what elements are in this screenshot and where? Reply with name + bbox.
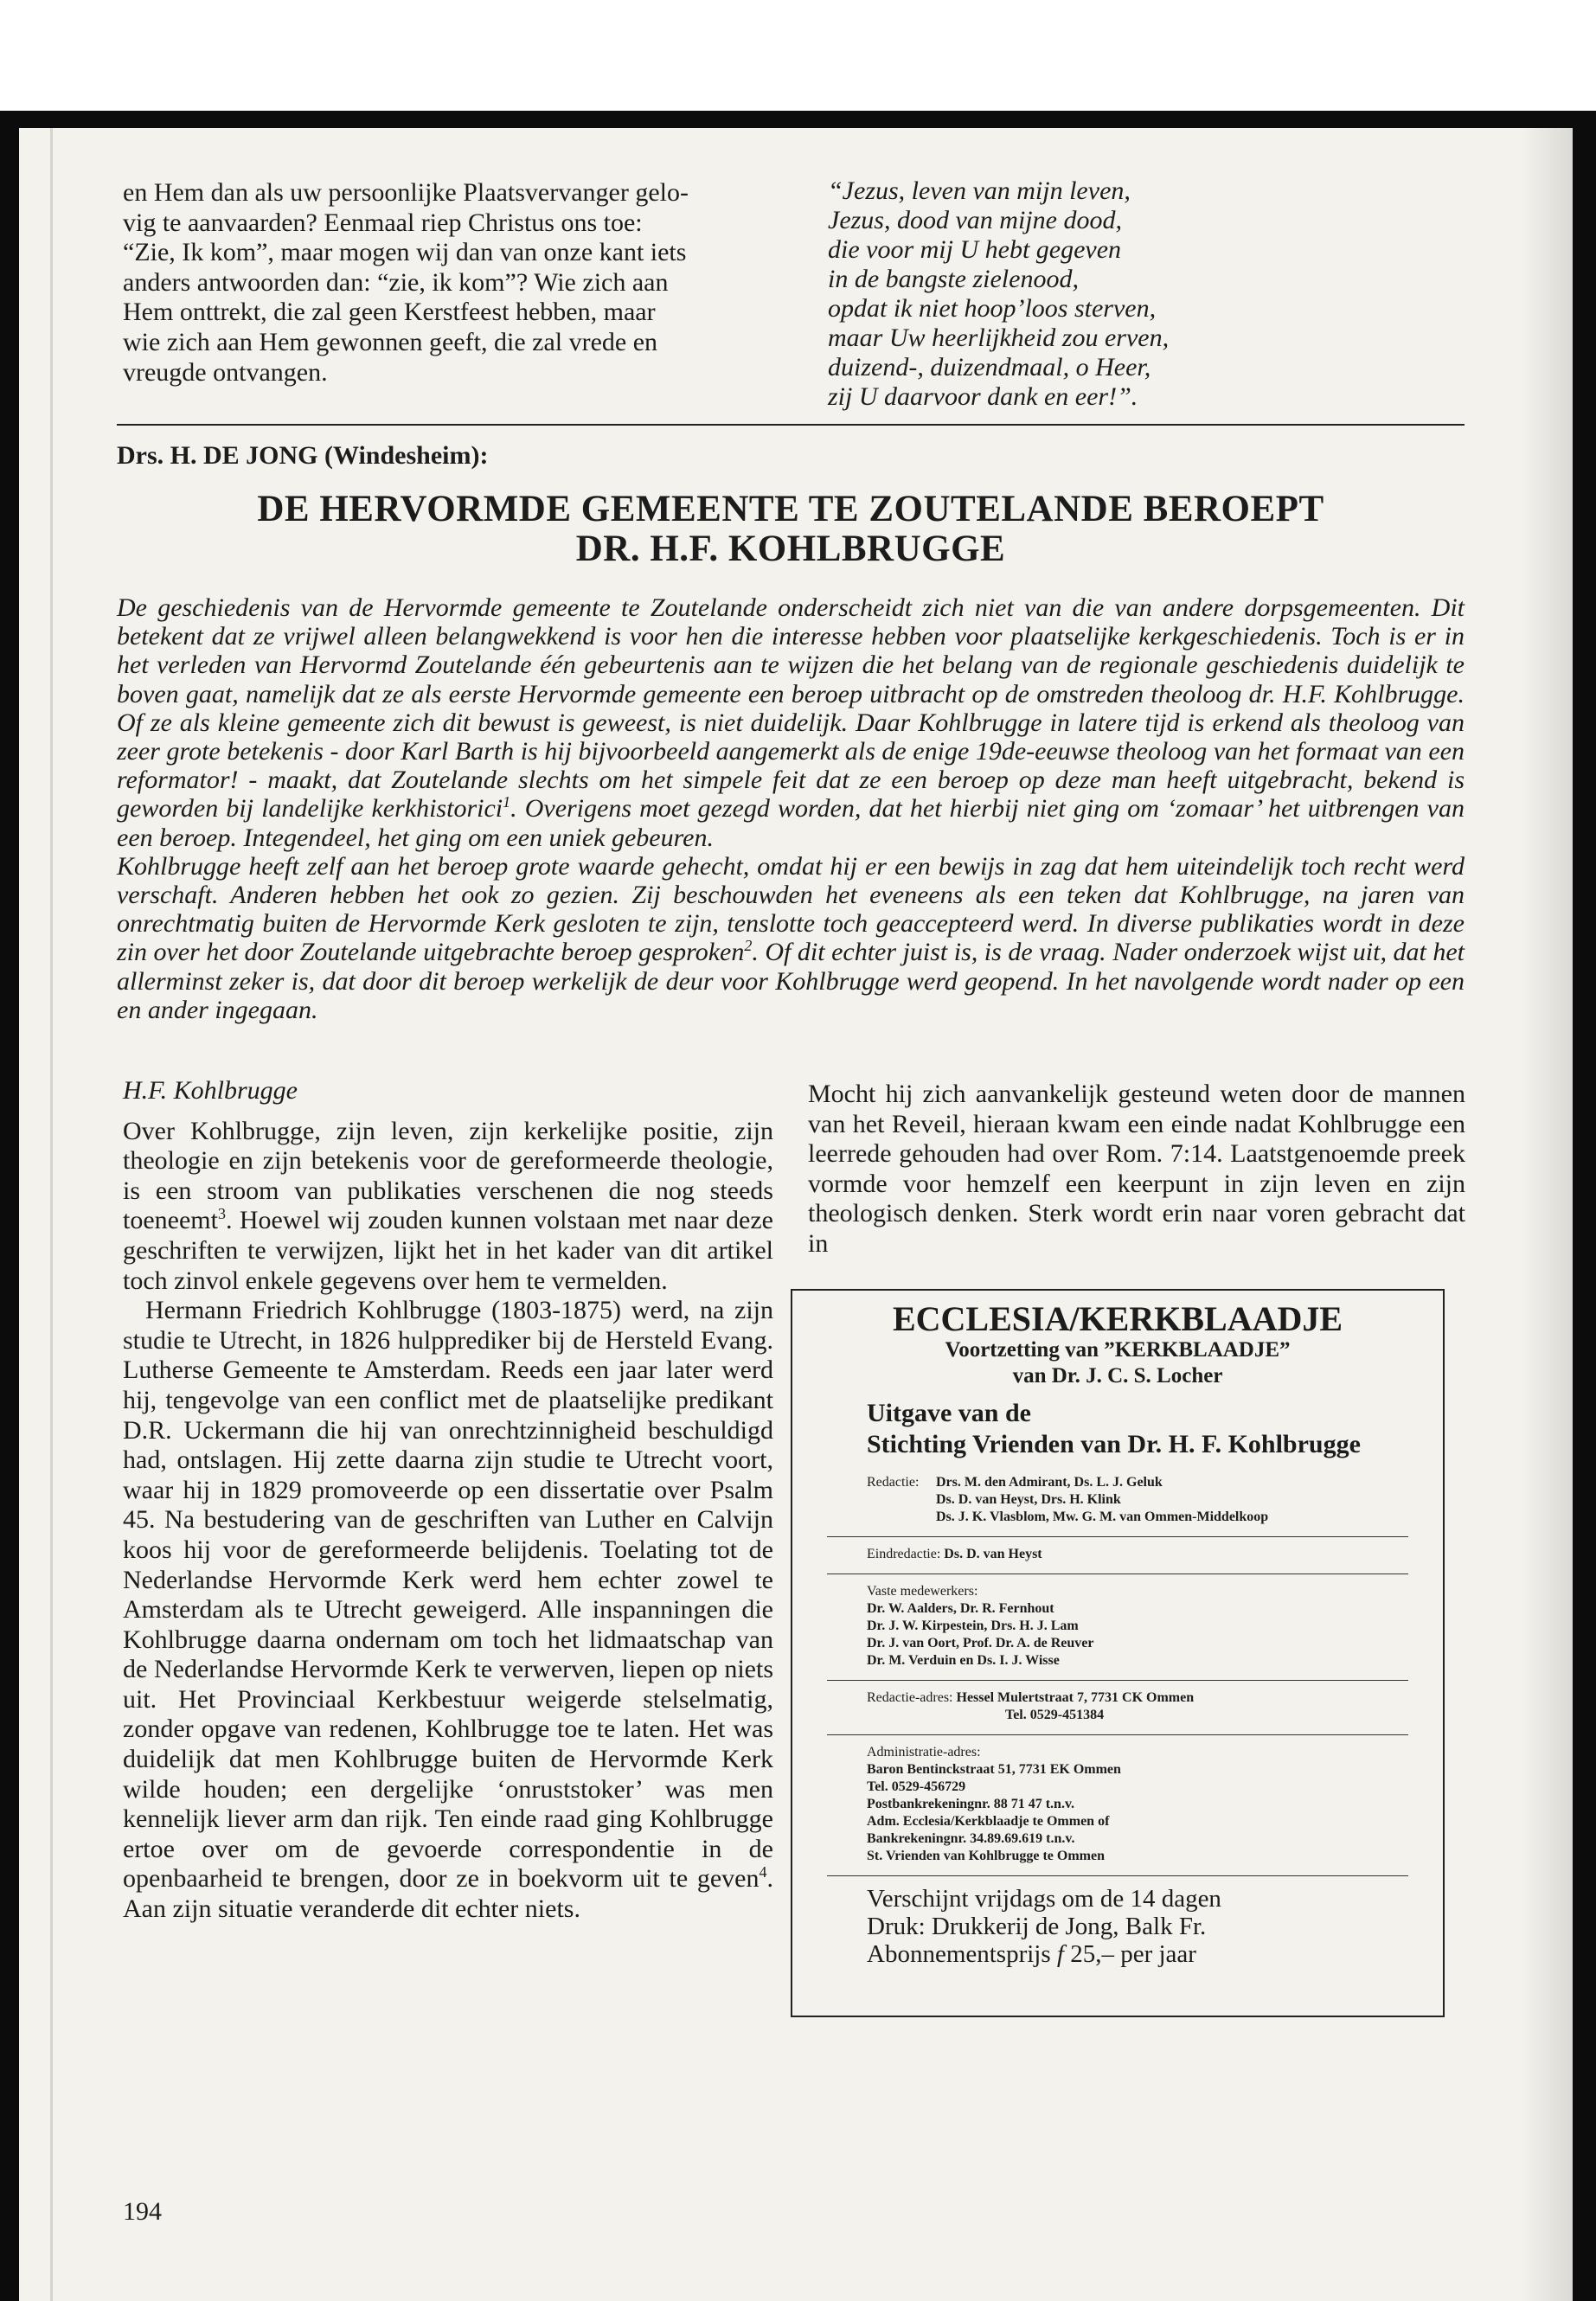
publication-frequency: Verschijnt vrijdags om de 14 dagen xyxy=(867,1885,1221,1913)
colophon-subtitle: van Dr. J. C. S. Locher xyxy=(1012,1364,1223,1388)
title-line-2: DR. H.F. KOHLBRUGGE xyxy=(575,529,1006,569)
document-page xyxy=(19,128,1573,2301)
colophon-divider xyxy=(827,1734,1408,1735)
section-heading: H.F. Kohlbrugge xyxy=(123,1076,298,1105)
intro-line: anders antwoorden dan: “zie, ik kom”? Wie zich aan xyxy=(123,267,669,297)
scan-border-left xyxy=(0,111,19,2301)
editor-names: Ds. J. K. Vlasblom, Mw. G. M. van Ommen-Middelkoop xyxy=(936,1509,1269,1524)
editorial-label: Redactie: xyxy=(867,1475,920,1490)
contributors-list: Dr. J. van Oort, Prof. Dr. A. de Reuver xyxy=(867,1636,1094,1650)
colophon-box xyxy=(791,1289,1445,2017)
publisher-line: Uitgave van de xyxy=(867,1399,1031,1427)
printer-line: Druk: Drukkerij de Jong, Balk Fr. xyxy=(867,1913,1207,1940)
admin-line: St. Vrienden van Kohlbrugge te Ommen xyxy=(867,1849,1105,1863)
intro-line: en Hem dan als uw persoonlijke Plaatsvervanger gelo- xyxy=(123,178,689,207)
footnote-ref: 1 xyxy=(503,793,511,811)
right-column xyxy=(808,1080,1465,1259)
section-divider xyxy=(117,424,1465,426)
page-number: 194 xyxy=(123,2197,162,2226)
contributors-label: Vaste medewerkers: xyxy=(867,1584,978,1599)
poem-line: Jezus, dood van mijne dood, xyxy=(828,206,1122,234)
page-shadow xyxy=(1521,128,1573,2301)
body-paragraph: Hermann Friedrich Kohlbrugge (1803-1875) werd, na zijn studie te Utrecht, in 1826 hulpprediker bij de Hersteld Evang. Lutherse Gemeente te Amsterdam. Reeds een jaar later werd hij, tengevolge van een conflict met de plaatselijke predikant D.R. Uckermann die hij van onrechtzinnigheid beschuldigd had, ontslagen. Hij zette daarna zijn studie te Utrecht voort, waar hij in 1829 promoveerde op een dissertatie over Psalm 45. Na bestudering van de geschriften van Luther en Calvijn koos hij voor de gereformeerde belijdenis. Toelating tot de Nederlandse Hervormde Kerk werd hem echter zowel te Amsterdam als te Utrecht geweigerd. Alle inspanningen die Kohlbrugge daarna ondernam om toch het lidmaatschap van de Nederlandse Hervormde Kerk te verwerven, liepen op niets uit. Het Provinciaal Kerkbestuur weigerde stelselmatig, zonder opgave van redenen, Kohlbrugge toe te laten. Het was duidelijk dat men Kohlbrugge buiten de Hervormde Kerk wilde houden; een dergelijke ‘onruststoker’ was men kennelijk liever arm dan rijk. Ten einde raad ging Kohlbrugge ertoe over om de gevoerde correspondentie in de openbaarheid te brengen, door ze in boekvorm uit te geven$^4$. Aan zijn situatie veranderde dit echter niets. xyxy=(123,1296,773,1924)
article-abstract xyxy=(117,593,1465,1024)
poem-line: in de bangste zielenood, xyxy=(828,265,1079,293)
body-paragraph: Over Kohlbrugge, zijn leven, zijn kerkelijke positie, zijn theologie en zijn betekenis voor de gereformeerde theologie, is een stroom van publikaties verschenen die nog steeds toeneemt$^3$. Hoewel wij zouden kunnen volstaan met naar deze geschriften te verwijzen, lijkt het in het kader van dit artikel toch zinvol enkele gegevens over hem te vermelden. xyxy=(123,1116,773,1295)
contributors-list: Dr. M. Verduin en Ds. I. J. Wisse xyxy=(867,1653,1060,1668)
scan-border-top xyxy=(0,111,1596,128)
admin-label: Administratie-adres: xyxy=(867,1745,981,1759)
admin-line: Bankrekeningnr. 34.89.69.619 t.n.v. xyxy=(867,1831,1075,1846)
colophon-divider xyxy=(827,1536,1408,1537)
colophon-subtitle: Voortzetting van ”KERKBLAADJE” xyxy=(945,1338,1291,1362)
final-editor: Eindredactie: Ds. D. van Heyst xyxy=(867,1547,1042,1561)
editorial-address: Redactie-adres: Hessel Mulertstraat 7, 7731 CK Ommen xyxy=(867,1690,1195,1705)
poem-line: opdat ik niet hoop’loos sterven, xyxy=(828,294,1157,323)
contributors-list: Dr. W. Aalders, Dr. R. Fernhout xyxy=(867,1601,1054,1616)
scan-background xyxy=(0,0,1596,111)
intro-line: wie zich aan Hem gewonnen geeft, die zal vrede en xyxy=(123,327,658,356)
editorial-phone: Tel. 0529-451384 xyxy=(1005,1708,1105,1722)
admin-line: Postbankrekeningnr. 88 71 47 t.n.v. xyxy=(867,1797,1075,1811)
left-column xyxy=(123,1076,773,1925)
intro-line: vig te aanvaarden? Eenmaal riep Christus ons toe: xyxy=(123,208,643,237)
poem-line: duizend-, duizendmaal, o Heer, xyxy=(828,353,1151,381)
intro-line: Hem onttrekt, die zal geen Kerstfeest hebben, maar xyxy=(123,298,656,327)
poem-verse xyxy=(828,176,1485,412)
intro-line: “Zie, Ik kom”, maar mogen wij dan van onze kant iets xyxy=(123,238,687,267)
editor-names: Ds. D. van Heyst, Drs. H. Klink xyxy=(936,1492,1121,1507)
scan-border-right xyxy=(1573,111,1596,2301)
poem-line: “Jezus, leven van mijn leven, xyxy=(828,176,1131,205)
colophon-title: ECCLESIA/KERKBLAADJE xyxy=(892,1299,1343,1338)
publisher-line: Stichting Vrienden van Dr. H. F. Kohlbrugge xyxy=(867,1430,1361,1458)
admin-line: Tel. 0529-456729 xyxy=(867,1779,966,1794)
editor-names: Drs. M. den Admirant, Ds. L. J. Geluk xyxy=(936,1475,1163,1490)
footnote-ref: 2 xyxy=(744,937,753,955)
editorial-board xyxy=(867,1474,1443,1526)
poem-line: die voor mij U hebt gegeven xyxy=(828,235,1122,264)
title-line-1: DE HERVORMDE GEMEENTE TE ZOUTELANDE BEROEPT xyxy=(257,489,1324,529)
colophon-divider xyxy=(827,1875,1408,1876)
abstract-paragraph: Kohlbrugge heeft zelf aan het beroep grote waarde gehecht, omdat hij er een bewijs in zag dat hem uiteindelijk toch recht werd verschaft. Anderen hebben het ook zo gezien. Zij beschouwden het eveneens als een teken dat Kohlbrugge, na jaren van onrechtmatig buiten de Hervormde Kerk gesloten te zijn, tenslotte toch geaccepteerd werd. In diverse publikaties wordt in deze zin over het door Zoutelande uitgebrachte beroep gesproken$^2$. Of dit echter juist is, is de vraag. Nader onderzoek wijst uit, dat het allerminst zeker is, dat door dit beroep werkelijk de deur voor Kohlbrugge werd geopend. In het navolgende wordt nader op een en ander ingegaan. xyxy=(117,851,1465,1024)
article-author: Drs. H. DE JONG (Windesheim): xyxy=(117,441,489,470)
intro-line: vreugde ontvangen. xyxy=(123,357,328,387)
footnote-ref: 4 xyxy=(759,1863,767,1881)
poem-line: zij U daarvoor dank en eer!”. xyxy=(828,382,1138,411)
admin-line: Baron Bentinckstraat 51, 7731 EK Ommen xyxy=(867,1762,1121,1777)
article-title xyxy=(117,490,1465,569)
contributors-list: Dr. J. W. Kirpestein, Drs. H. J. Lam xyxy=(867,1618,1079,1633)
footnote-ref: 3 xyxy=(217,1205,226,1223)
page-binding-edge xyxy=(50,128,53,2301)
poem-line: maar Uw heerlijkheid zou erven, xyxy=(828,324,1170,352)
admin-line: Adm. Ecclesia/Kerkblaadje te Ommen of xyxy=(867,1814,1110,1829)
intro-paragraph xyxy=(123,178,767,388)
body-paragraph: Mocht hij zich aanvankelijk gesteund weten door de mannen van het Reveil, hieraan kwam een einde nadat Kohlbrugge een leerrede gehouden had over Rom. 7:14. Laatstgenoemde preek vormde voor hemzelf een keerpunt in zijn leven en zijn theologisch denken. Sterk wordt erin naar voren gebracht dat in xyxy=(808,1080,1465,1258)
colophon-divider xyxy=(827,1680,1408,1681)
abstract-paragraph: De geschiedenis van de Hervormde gemeente te Zoutelande onderscheidt zich niet van die van andere dorpsgemeenten. Dit betekent dat ze vrijwel alleen belangwekkend is voor hen die interesse hebben voor plaatselijke kerkgeschiedenis. Toch is er in het verleden van Hervormd Zoutelande één gebeurtenis aan te wijzen die het belang van de regionale geschiedenis duidelijk te boven gaat, namelijk dat ze als eerste Hervormde gemeente een beroep uitbracht op de omstreden theoloog dr. H.F. Kohlbrugge. Of ze als kleine gemeente zich dit bewust is geweest, is niet duidelijk. Daar Kohlbrugge in latere tijd is erkend als theoloog van zeer grote betekenis - door Karl Barth is hij bijvoorbeeld aangemerkt als de enige 19de-eeuwse theoloog van het formaat van een reformator! - maakt, dat Zoutelande slechts om het simpele feit dat ze een beroep op deze man heeft uitgebracht, bekend is geworden bij landelijke kerkhistorici$^1$. Overigens moet gezegd worden, dat het hierbij niet ging om ‘zomaar’ het uitbrengen van een beroep. Integendeel, het ging om een uniek gebeuren. xyxy=(117,593,1465,852)
subscription-price: Abonnementsprijs f 25,– per jaar xyxy=(867,1940,1196,1968)
